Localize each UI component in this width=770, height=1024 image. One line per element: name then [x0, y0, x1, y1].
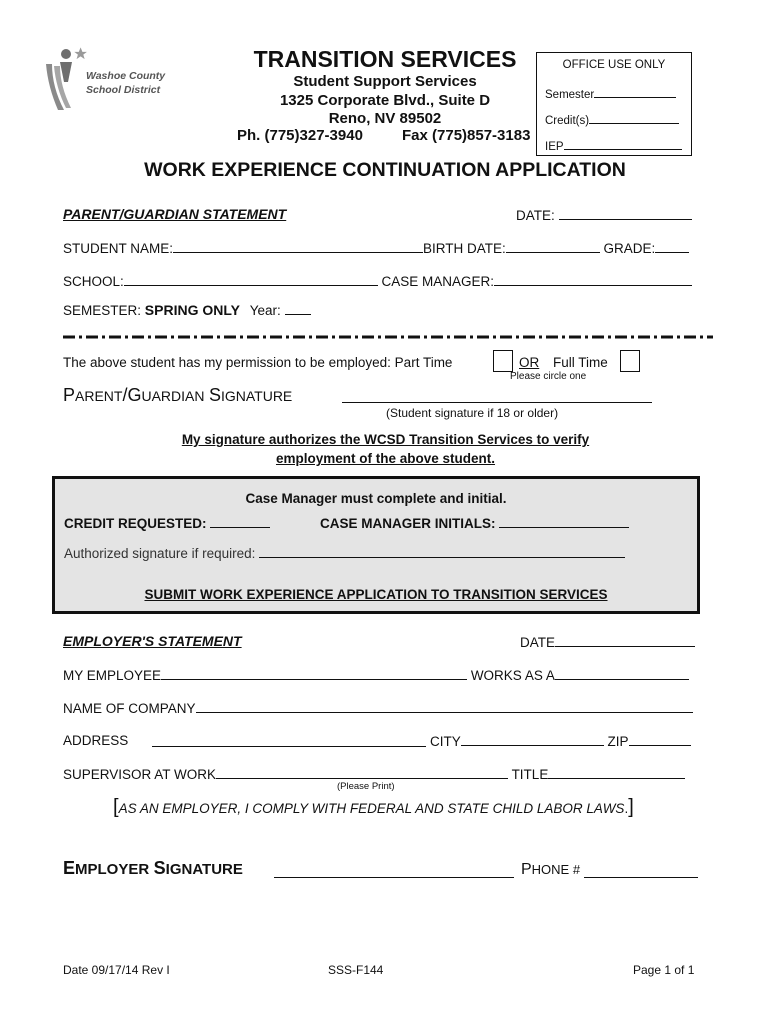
- my-employee-label: MY EMPLOYEE: [63, 668, 162, 683]
- title-label: TITLE: [511, 767, 549, 782]
- employer-signature-label: EMPLOYER SIGNATURE: [63, 858, 243, 878]
- zip-field[interactable]: [629, 733, 691, 746]
- year-field[interactable]: [285, 302, 311, 315]
- works-as-label: WORKS AS A: [470, 668, 555, 683]
- credit-requested-field[interactable]: [210, 515, 270, 528]
- employer-phone-field[interactable]: [584, 864, 698, 878]
- student-name-field[interactable]: [173, 240, 423, 253]
- district-logo: [38, 42, 168, 114]
- please-print-note: (Please Print): [337, 781, 395, 792]
- address-field[interactable]: [152, 734, 426, 747]
- part-time-checkbox[interactable]: [493, 350, 513, 372]
- works-as-field[interactable]: [555, 667, 689, 680]
- year-label: Year:: [249, 303, 281, 318]
- header-title: TRANSITION SERVICES: [253, 46, 517, 72]
- office-use-box: [536, 52, 692, 156]
- grade-field[interactable]: [655, 240, 689, 253]
- auth-signature-label: Authorized signature if required:: [64, 546, 256, 561]
- header-fax: Fax (775)857-3183: [402, 127, 531, 144]
- office-iep-label: IEP: [545, 141, 564, 153]
- birth-date-label: BIRTH DATE:: [423, 241, 506, 256]
- employer-phone-label: PHONE #: [521, 861, 581, 878]
- parent-signature-label: PARENT/GUARDIAN SIGNATURE: [63, 385, 293, 405]
- employer-signature-field[interactable]: [274, 864, 514, 878]
- submit-instruction: SUBMIT WORK EXPERIENCE APPLICATION TO TRANSITION SERVICES: [144, 587, 608, 602]
- semester-value: SPRING ONLY: [144, 302, 240, 318]
- school-field[interactable]: [124, 273, 378, 286]
- office-credits-field[interactable]: [589, 111, 679, 124]
- title-field[interactable]: [548, 766, 685, 779]
- student-sig-note: (Student signature if 18 or older): [386, 406, 559, 420]
- company-label: NAME OF COMPANY: [63, 701, 196, 716]
- footer-date-rev: Date 09/17/14 Rev I: [63, 963, 170, 977]
- office-semester-label: Semester: [545, 89, 595, 101]
- header-dept: Student Support Services: [293, 73, 477, 90]
- separator-line: [63, 334, 713, 340]
- company-field[interactable]: [196, 700, 693, 713]
- case-manager-label: CASE MANAGER:: [381, 274, 495, 289]
- footer-page: Page 1 of 1: [633, 963, 695, 977]
- city-field[interactable]: [461, 733, 604, 746]
- office-iep-field[interactable]: [564, 137, 682, 150]
- parent-date-field[interactable]: [559, 207, 692, 220]
- comply-statement: [AS AN EMPLOYER, I COMPLY WITH FEDERAL AND STATE CHILD LABOR LAWS.]: [113, 796, 634, 818]
- case-manager-box: [52, 476, 700, 614]
- employer-date-field[interactable]: [555, 634, 695, 647]
- parent-section-title: PARENT/GUARDIAN STATEMENT: [63, 206, 287, 222]
- full-time-checkbox[interactable]: [620, 350, 640, 372]
- permission-text: The above student has my permission to be employed: Part Time: [63, 355, 453, 370]
- header-city: Reno, NV 89502: [328, 110, 442, 127]
- parent-signature-field[interactable]: [342, 390, 652, 403]
- full-time-text: Full Time: [553, 355, 608, 370]
- my-employee-field[interactable]: [161, 667, 467, 680]
- birth-date-field[interactable]: [506, 240, 600, 253]
- footer-form-number: SSS-F144: [328, 963, 384, 977]
- office-credits-label: Credit(s): [545, 115, 590, 127]
- logo-text-line2: School District: [86, 84, 161, 96]
- form-title: WORK EXPERIENCE CONTINUATION APPLICATION: [144, 159, 626, 181]
- header-phone: Ph. (775)327-3940: [237, 127, 363, 144]
- credit-requested-label: CREDIT REQUESTED:: [64, 516, 207, 531]
- employer-date-label: DATE: [520, 635, 556, 650]
- logo-text-line1: Washoe County: [86, 70, 166, 82]
- authorize-line2: employment of the above student.: [275, 451, 496, 466]
- grade-label: GRADE:: [603, 241, 656, 256]
- auth-signature-field[interactable]: [259, 545, 625, 558]
- zip-label: ZIP: [607, 734, 629, 749]
- authorize-line1: My signature authorizes the WCSD Transition Services to verify: [181, 432, 590, 447]
- employer-section-title: EMPLOYER'S STATEMENT: [63, 633, 242, 649]
- office-use-title: OFFICE USE ONLY: [562, 59, 666, 71]
- office-semester-field[interactable]: [594, 85, 676, 98]
- circle-note: Please circle one: [510, 371, 587, 382]
- case-manager-initials-label: CASE MANAGER INITIALS:: [320, 516, 496, 531]
- header-street: 1325 Corporate Blvd., Suite D: [279, 92, 491, 109]
- case-box-heading: Case Manager must complete and initial.: [245, 491, 507, 506]
- address-label: ADDRESS: [63, 733, 129, 748]
- supervisor-field[interactable]: [216, 766, 508, 779]
- or-text: OR: [519, 355, 540, 370]
- student-name-label: STUDENT NAME:: [63, 241, 174, 256]
- case-manager-field[interactable]: [494, 273, 692, 286]
- school-label: SCHOOL:: [63, 274, 124, 289]
- semester-label: SEMESTER:: [63, 303, 142, 318]
- supervisor-label: SUPERVISOR AT WORK: [63, 767, 217, 782]
- parent-date-label: DATE:: [516, 208, 555, 223]
- city-label: CITY: [430, 734, 461, 749]
- case-manager-initials-field[interactable]: [499, 515, 629, 528]
